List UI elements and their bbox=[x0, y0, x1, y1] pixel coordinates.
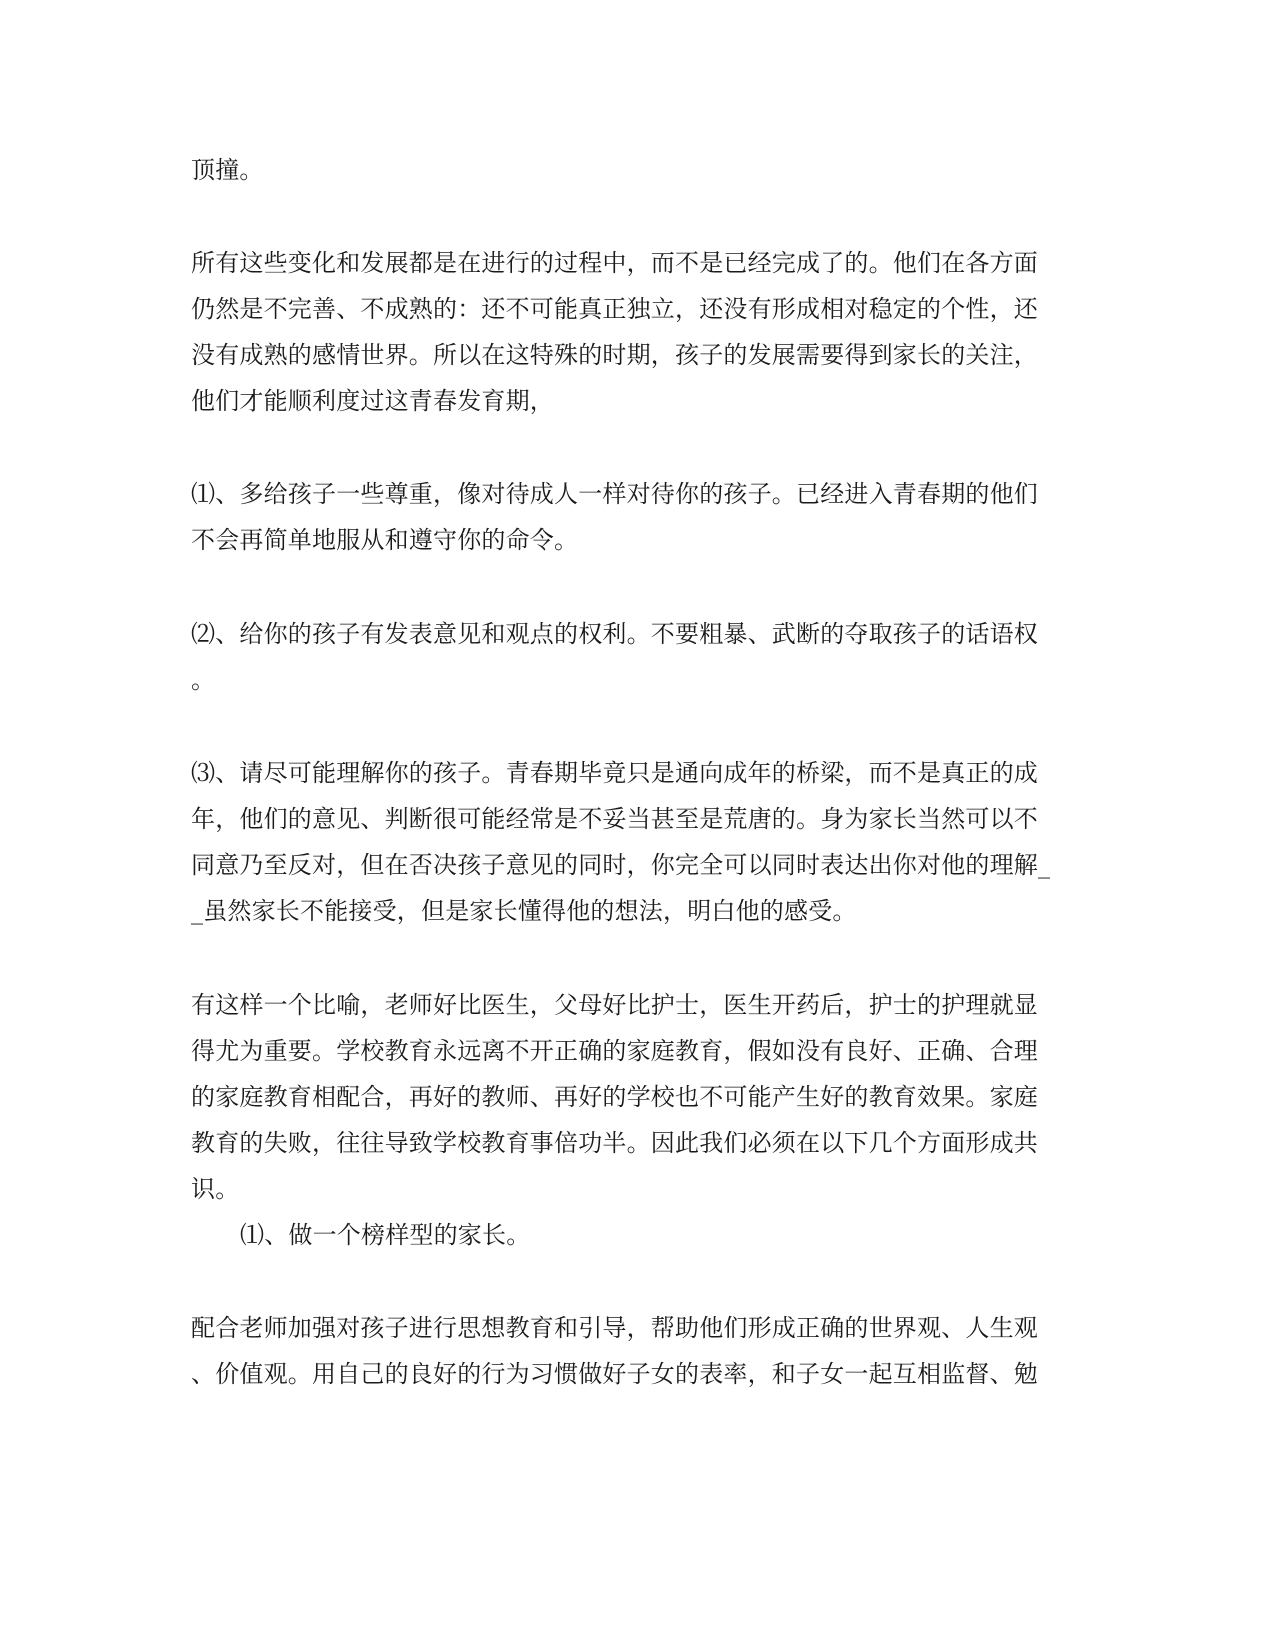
text-line: ⑵、给你的孩子有发表意见和观点的权利。不要粗暴、武断的夺取孩子的话语权 bbox=[191, 620, 1038, 648]
text-line: 。 bbox=[191, 666, 216, 694]
text-line: 、价值观。用自己的良好的行为习惯做好子女的表率，和子女一起互相监督、勉 bbox=[191, 1360, 1038, 1388]
text-line: ⑶、请尽可能理解你的孩子。青春期毕竟只是通向成年的桥梁，而不是真正的成 bbox=[191, 759, 1038, 787]
text-line: 年，他们的意见、判断很可能经常是不妥当甚至是荒唐的。身为家长当然可以不 bbox=[191, 805, 1038, 833]
text-line: 有这样一个比喻，老师好比医生，父母好比护士，医生开药后，护士的护理就显 bbox=[191, 991, 1038, 1019]
text-line: 配合老师加强对孩子进行思想教育和引导，帮助他们形成正确的世界观、人生观 bbox=[191, 1314, 1038, 1342]
text-line: 的家庭教育相配合，再好的教师、再好的学校也不可能产生好的教育效果。家庭 bbox=[191, 1083, 1038, 1111]
text-line: 同意乃至反对，但在否决孩子意见的同时，你完全可以同时表达出你对他的理解_ bbox=[191, 851, 1051, 879]
text-line: ⑴、多给孩子一些尊重，像对待成人一样对待你的孩子。已经进入青春期的他们 bbox=[191, 480, 1038, 508]
text-line: 顶撞。 bbox=[191, 156, 264, 184]
text-line: 教育的失败，往往导致学校教育事倍功半。因此我们必须在以下几个方面形成共 bbox=[191, 1129, 1038, 1157]
text-line: _虽然家长不能接受，但是家长懂得他的想法，明白他的感受。 bbox=[191, 897, 857, 925]
text-line: 识。 bbox=[191, 1175, 240, 1203]
text-line: 他们才能顺利度过这青春发育期， bbox=[191, 387, 554, 415]
text-line: 没有成熟的感情世界。所以在这特殊的时期，孩子的发展需要得到家长的关注， bbox=[191, 341, 1038, 369]
text-line: 仍然是不完善、不成熟的：还不可能真正独立，还没有形成相对稳定的个性，还 bbox=[191, 295, 1038, 323]
text-line: ⑴、做一个榜样型的家长。 bbox=[240, 1221, 531, 1249]
text-line: 不会再简单地服从和遵守你的命令。 bbox=[191, 526, 579, 554]
text-line: 所有这些变化和发展都是在进行的过程中，而不是已经完成了的。他们在各方面 bbox=[191, 249, 1038, 277]
text-line: 得尤为重要。学校教育永远离不开正确的家庭教育，假如没有良好、正确、合理 bbox=[191, 1037, 1038, 1065]
